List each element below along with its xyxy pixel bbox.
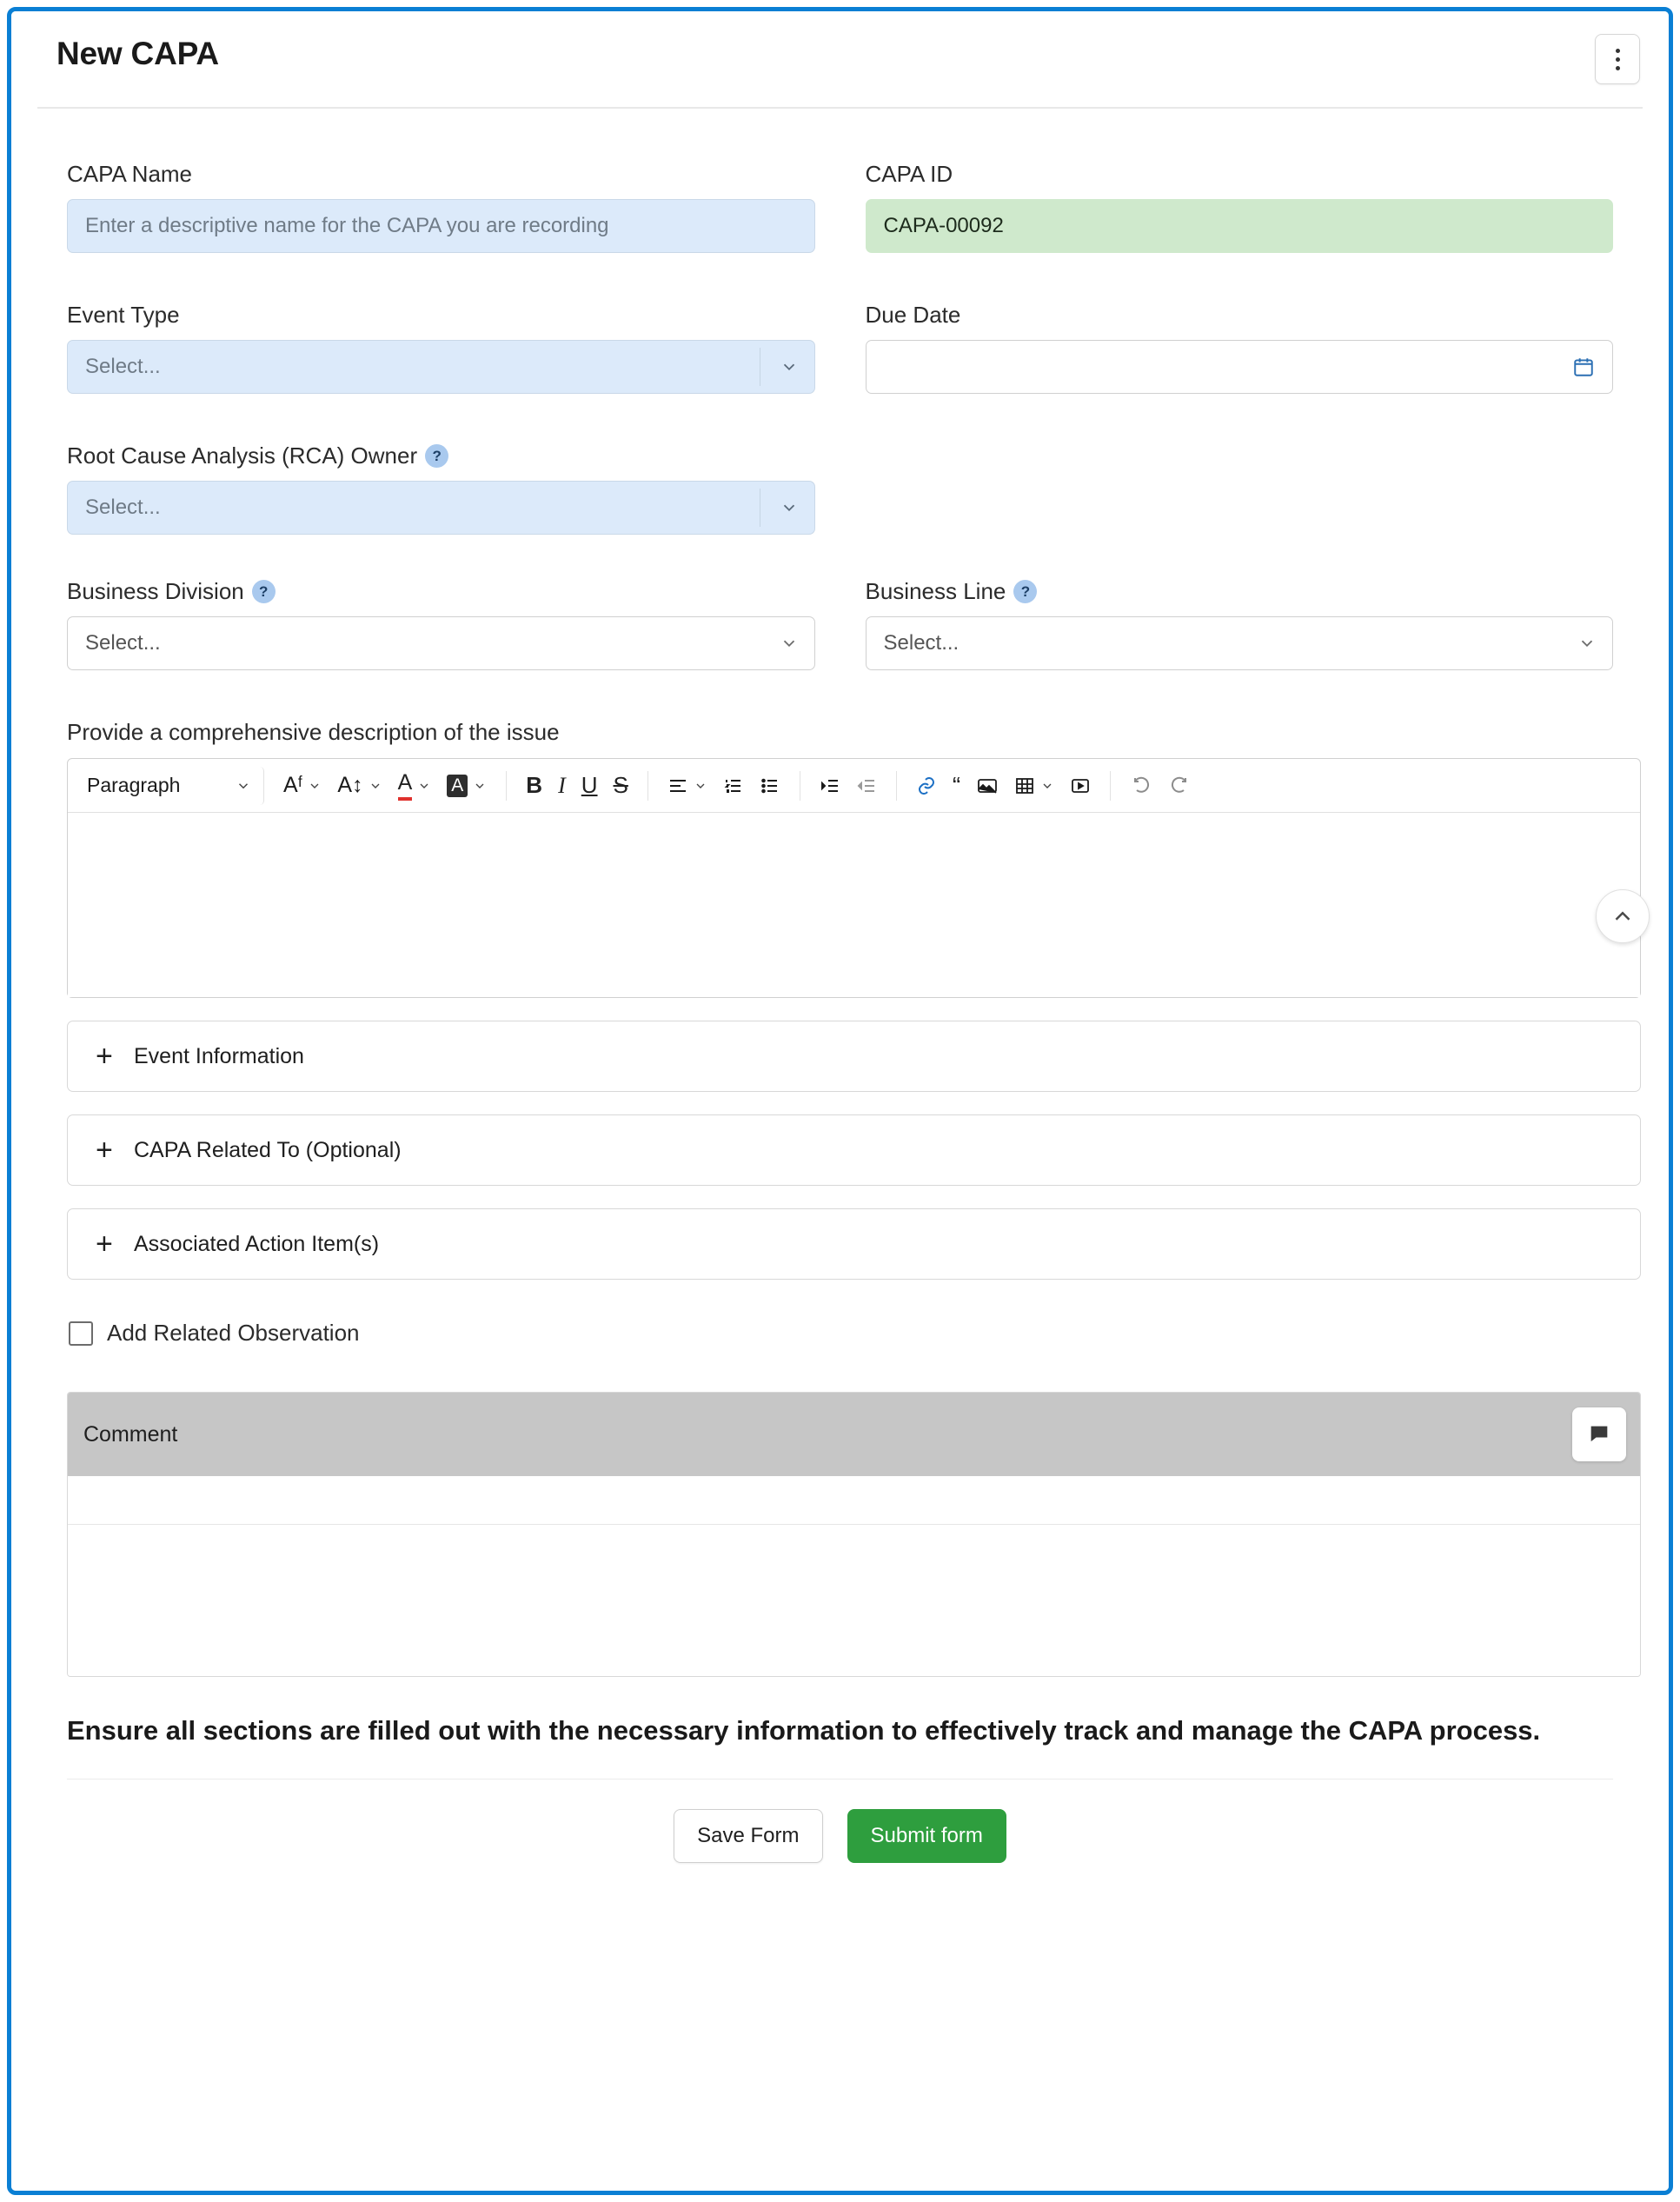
business-line-select[interactable] (866, 616, 1614, 670)
bold-icon[interactable]: B (526, 772, 543, 798)
align-icon[interactable] (661, 770, 714, 802)
field-capa-id (866, 161, 1614, 253)
accordion-label: Associated Action Item(s) (134, 1231, 380, 1256)
redo-icon[interactable] (1161, 770, 1198, 802)
business-division-select[interactable] (67, 616, 815, 670)
capa-name-label: CAPA Name (67, 161, 193, 187)
bullet-list-icon[interactable] (753, 770, 787, 802)
row-eventtype-duedate (67, 302, 1613, 394)
row-name-id (67, 161, 1613, 253)
comment-header-label: Comment (83, 1421, 178, 1447)
row-rca-owner (67, 442, 1613, 535)
highlight-color-icon[interactable]: A (440, 769, 494, 802)
italic-icon[interactable]: I (558, 772, 566, 798)
comment-panel (67, 1392, 1641, 1677)
page-header (37, 11, 1643, 109)
link-icon[interactable] (909, 770, 944, 802)
page-title: New CAPA (56, 36, 219, 71)
kebab-menu-icon[interactable] (1595, 34, 1640, 84)
comment-subheader (68, 1476, 1640, 1525)
due-date-input[interactable] (866, 340, 1614, 394)
capa-name-input[interactable]: Enter a descriptive name for the CAPA you are recording (67, 199, 815, 253)
help-icon[interactable]: ? (425, 444, 448, 468)
font-color-icon[interactable]: A (391, 765, 439, 806)
rca-owner-label-text: Root Cause Analysis (RCA) Owner (67, 442, 418, 469)
outdent-icon[interactable] (849, 770, 884, 802)
toolbar-divider (1110, 771, 1111, 801)
font-size-icon[interactable]: Aᶠ (276, 769, 329, 802)
business-division-label-text: Business Division (67, 578, 244, 604)
strikethrough-icon[interactable]: S (613, 772, 628, 798)
chevron-down-icon (780, 498, 799, 517)
field-event-type (67, 302, 815, 394)
field-rca-owner (67, 442, 815, 535)
plus-icon: + (96, 1039, 113, 1073)
toolbar-divider (647, 771, 648, 801)
underline-icon[interactable]: U (581, 772, 598, 798)
line-height-icon[interactable]: A↕ (330, 769, 388, 802)
add-related-observation-label: Add Related Observation (107, 1320, 360, 1346)
toolbar-divider (506, 771, 507, 801)
business-division-value: Select... (85, 631, 161, 655)
row-business (67, 578, 1613, 670)
scroll-to-top-icon[interactable] (1596, 889, 1650, 943)
description-editor-section (67, 719, 1613, 998)
undo-icon[interactable] (1123, 770, 1159, 802)
add-related-observation-checkbox[interactable] (69, 1321, 93, 1346)
rca-owner-select[interactable] (67, 481, 815, 535)
chevron-down-icon (780, 357, 799, 376)
business-line-label-text: Business Line (865, 578, 1006, 604)
indent-icon[interactable] (813, 770, 847, 802)
rich-text-editor (67, 758, 1641, 998)
event-type-select[interactable] (67, 340, 815, 394)
help-icon[interactable]: ? (1013, 580, 1037, 603)
capa-id-label: CAPA ID (865, 161, 953, 187)
accordion-associated-action-items[interactable] (67, 1208, 1641, 1280)
accordion-capa-related-to[interactable] (67, 1114, 1641, 1186)
form-footer (67, 1779, 1613, 1898)
chevron-down-icon (1577, 634, 1597, 653)
chevron-down-icon (780, 634, 799, 653)
video-icon[interactable] (1063, 770, 1098, 802)
business-line-label (866, 578, 1614, 605)
plus-icon: + (96, 1227, 113, 1261)
paragraph-style-select[interactable] (80, 767, 264, 805)
comment-icon[interactable] (1572, 1407, 1626, 1461)
description-textarea[interactable] (68, 813, 1640, 997)
table-icon[interactable] (1007, 770, 1061, 802)
numbered-list-icon[interactable] (716, 770, 751, 802)
comment-input[interactable] (68, 1525, 1640, 1676)
rca-owner-value: Select... (85, 496, 161, 519)
event-type-label: Event Type (67, 302, 180, 328)
kebab-dots (1616, 49, 1620, 70)
plus-icon: + (96, 1133, 113, 1167)
field-business-division (67, 578, 815, 670)
due-date-label: Due Date (865, 302, 961, 328)
help-icon[interactable]: ? (252, 580, 276, 603)
event-type-value: Select... (85, 355, 161, 378)
paragraph-style-value: Paragraph (87, 774, 181, 796)
accordion-label: Event Information (134, 1043, 304, 1068)
business-line-value: Select... (883, 631, 960, 655)
add-related-observation-row[interactable] (69, 1320, 1613, 1347)
field-capa-name (67, 161, 815, 253)
spacer (866, 442, 1614, 535)
calendar-icon[interactable] (1572, 356, 1595, 378)
blockquote-icon[interactable]: “ (952, 771, 961, 799)
capa-id-value: CAPA-00092 (866, 199, 1614, 253)
business-division-label (67, 578, 815, 605)
accordion-event-information[interactable] (67, 1021, 1641, 1092)
submit-form-button[interactable]: Submit form (847, 1809, 1006, 1863)
description-label: Provide a comprehensive description of the issue (67, 719, 560, 745)
chevron-down-icon (236, 778, 251, 794)
form-scroll-container (11, 11, 1669, 2191)
field-due-date (866, 302, 1614, 394)
image-icon[interactable] (969, 770, 1006, 802)
field-business-line (866, 578, 1614, 670)
comment-header (68, 1393, 1640, 1476)
toolbar-divider (896, 771, 897, 801)
save-form-button[interactable]: Save Form (674, 1809, 822, 1863)
editor-toolbar (68, 759, 1640, 813)
rca-owner-label (67, 442, 815, 469)
accordion-label: CAPA Related To (Optional) (134, 1137, 402, 1162)
form-body (11, 161, 1669, 1898)
form-note: Ensure all sections are filled out with the necessary information to effectively track and manage the CAPA process. (67, 1715, 1541, 1746)
app-window (7, 7, 1673, 2195)
